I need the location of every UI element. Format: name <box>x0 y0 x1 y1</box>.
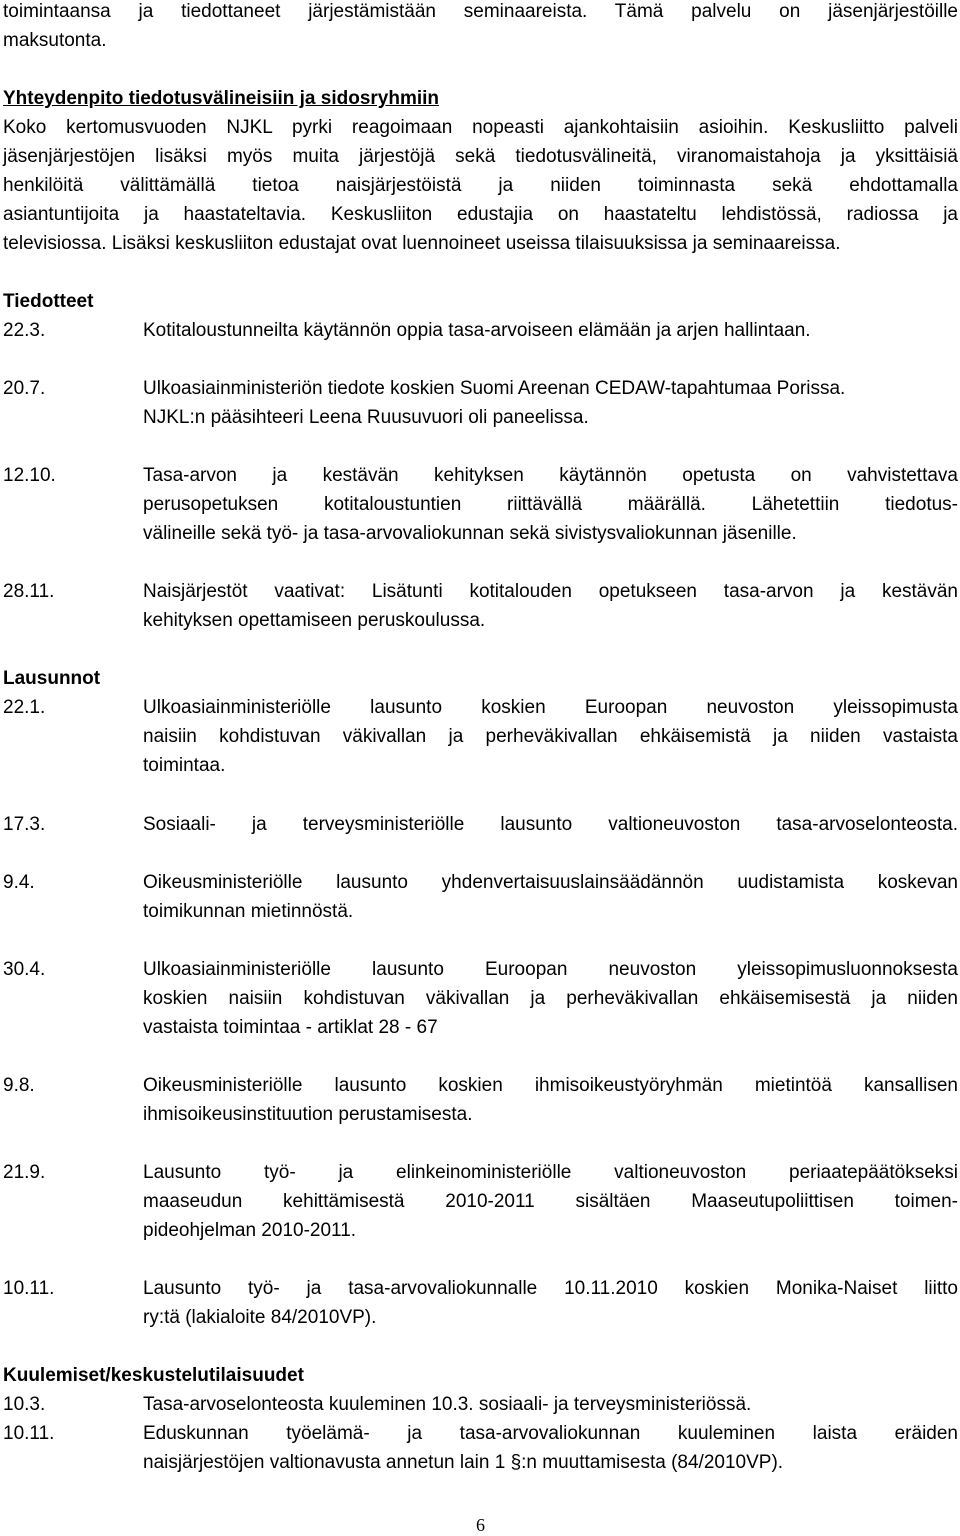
hearings-heading: Kuulemiset/keskustelutilaisuudet <box>3 1365 304 1386</box>
entry-text <box>143 868 958 926</box>
contact-section-heading: Yhteydenpito tiedotusvälineisiin ja sidosryhmiin <box>3 88 440 109</box>
paragraph-line: televisiossa. Lisäksi keskusliiton edustajat ovat luennoineet useissa tilaisuuksissa ja seminaareissa. <box>3 233 841 254</box>
entry-line: NJKL:n pääsihteeri Leena Ruusuvuori oli paneelissa. <box>143 407 589 428</box>
entry-line: Oikeusministeriölle lausunto yhdenvertaisuuslainsäädännön uudistamista koskevan <box>143 872 958 893</box>
entry-line: Oikeusministeriölle lausunto koskien ihmisoikeustyöryhmän mietintöä kansallisen <box>143 1075 958 1096</box>
entry-line: perusopetuksen kotitaloustuntien riittävällä määrällä. Lähetettiin tiedotus- <box>143 494 958 515</box>
entry-line: vastaista toimintaa - artiklat 28 - 67 <box>143 1017 438 1038</box>
entry-text <box>143 810 958 839</box>
entry-line: maaseudun kehittämisestä 2010-2011 sisältäen Maaseutupoliittisen toimen- <box>143 1191 958 1212</box>
entry-date: 22.3. <box>3 320 46 341</box>
entry-line: Sosiaali- ja terveysministeriölle lausunto valtioneuvoston tasa-arvoselonteosta. <box>143 814 958 835</box>
entry-line: Kotitaloustunneilta käytännön oppia tasa-arvoiseen elämään ja arjen hallintaan. <box>143 320 811 341</box>
entry-line: Lausunto työ- ja elinkeinoministeriölle valtioneuvoston periaatepäätökseksi <box>143 1162 958 1183</box>
entry-text <box>143 693 958 780</box>
entry-line: toimintaa. <box>143 755 226 776</box>
entry-line: kehityksen opettamiseen peruskoulussa. <box>143 610 486 631</box>
intro-line: toimintaansa ja tiedottaneet järjestämistään seminaareista. Tämä palvelu on jäsenjärjestöille <box>3 1 958 22</box>
entry-line: Eduskunnan työelämä- ja tasa-arvovaliokunnan kuuleminen laista eräiden <box>143 1423 958 1444</box>
entry-text <box>143 316 958 345</box>
page-number: 6 <box>476 1515 485 1535</box>
intro-paragraph <box>3 0 958 55</box>
contact-section-paragraph <box>3 113 958 258</box>
paragraph-line: henkilöitä välittämällä tietoa naisjärjestöistä ja niiden toiminnasta sekä ehdottamalla <box>3 175 958 196</box>
statements-heading: Lausunnot <box>3 668 101 689</box>
intro-line: maksutonta. <box>3 30 107 51</box>
entry-line: ry:tä (lakialoite 84/2010VP). <box>143 1307 377 1328</box>
entry-line: naisjärjestöjen valtionavusta annetun lain 1 §:n muuttamisesta (84/2010VP). <box>143 1452 784 1473</box>
entry-line: Ulkoasiainministeriön tiedote koskien Suomi Areenan CEDAW-tapahtumaa Porissa. <box>143 378 846 399</box>
entry-line: ihmisoikeusinstituution perustamisesta. <box>143 1104 473 1125</box>
entry-text <box>143 1419 958 1477</box>
entry-line: Lausunto työ- ja tasa-arvovaliokunnalle 10.11.2010 koskien Monika-Naiset liitto <box>143 1278 958 1299</box>
entry-line: koskien naisiin kohdistuvan väkivallan ja perheväkivallan ehkäisemisestä ja niiden <box>143 988 958 1009</box>
entry-date: 20.7. <box>3 378 46 399</box>
entry-text <box>143 1071 958 1129</box>
entry-line: Ulkoasiainministeriölle lausunto Euroopan neuvoston yleissopimusluonnoksesta <box>143 959 958 980</box>
entry-text <box>143 1274 958 1332</box>
paragraph-line: Koko kertomusvuoden NJKL pyrki reagoimaan nopeasti ajankohtaisiin asioihin. Keskusliitto palveli <box>3 117 958 138</box>
entry-date: 9.8. <box>3 1075 35 1096</box>
entry-date: 10.3. <box>3 1394 46 1415</box>
entry-date: 28.11. <box>3 581 55 602</box>
entry-line: Tasa-arvon ja kestävän kehityksen käytännön opetusta on vahvistettava <box>143 465 958 486</box>
entry-line: toimikunnan mietinnöstä. <box>143 901 354 922</box>
entry-date: 22.1. <box>3 697 46 718</box>
press-releases-heading: Tiedotteet <box>3 291 94 312</box>
entry-date: 10.11. <box>3 1278 55 1299</box>
entry-date: 9.4. <box>3 872 35 893</box>
entry-text <box>143 461 958 548</box>
entry-date: 21.9. <box>3 1162 46 1183</box>
entry-line: Ulkoasiainministeriölle lausunto koskien Euroopan neuvoston yleissopimusta <box>143 697 958 718</box>
paragraph-line: asiantuntijoita ja haastateltavia. Keskusliiton edustajia on haastateltu lehdistössä, radiossa ja <box>3 204 958 225</box>
entry-line: Tasa-arvoselonteosta kuuleminen 10.3. sosiaali- ja terveysministeriössä. <box>143 1394 752 1415</box>
entry-date: 12.10. <box>3 465 56 486</box>
entry-line: naisiin kohdistuvan väkivallan ja perheväkivallan ehkäisemistä ja niiden vastaista <box>143 726 958 747</box>
entry-text <box>143 1158 958 1245</box>
paragraph-line: jäsenjärjestöjen lisäksi myös muita järjestöjä sekä tiedotusvälineitä, viranomaistahoja ja yksittäisiä <box>3 146 958 167</box>
entry-text <box>143 374 958 432</box>
entry-date: 10.11. <box>3 1423 55 1444</box>
entry-date: 17.3. <box>3 814 46 835</box>
entry-line: Naisjärjestöt vaativat: Lisätunti kotitalouden opetukseen tasa-arvon ja kestävän <box>143 581 958 602</box>
entry-text <box>143 577 958 635</box>
entry-date: 30.4. <box>3 959 46 980</box>
entry-text <box>143 955 958 1042</box>
entry-line: välineille sekä työ- ja tasa-arvovaliokunnan sekä sivistysvaliokunnan jäsenille. <box>143 523 797 544</box>
entry-text <box>143 1390 958 1419</box>
entry-line: pideohjelman 2010-2011. <box>143 1220 357 1241</box>
